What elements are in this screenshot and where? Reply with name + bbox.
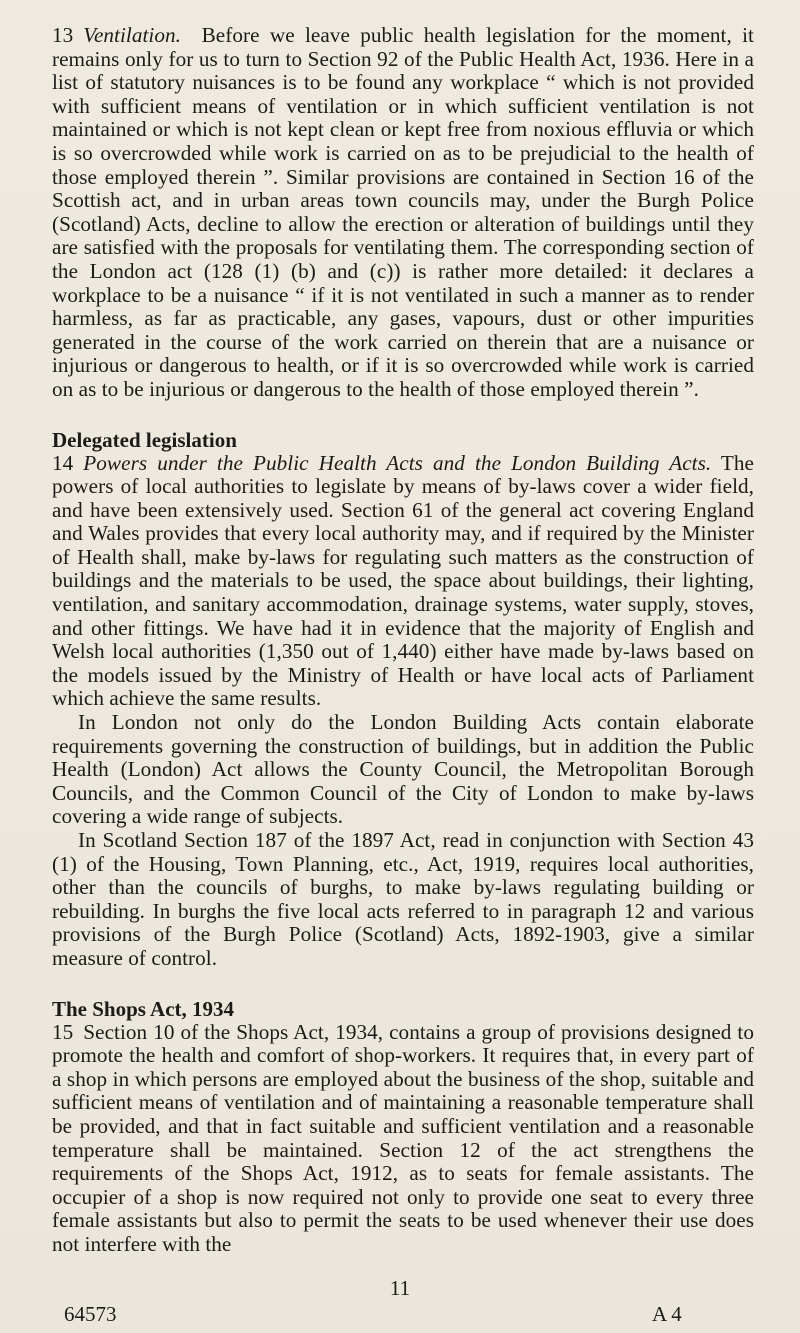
- paragraph-13: [52, 24, 754, 402]
- paragraph-text: The powers of local authorities to legislate by means of by-laws cover a wider field, and have been extensively used. Section 61 of the general act covering England and Wales provides that every local authority may, and if required by the Minister of Health shall, make by-laws for regulating such matters as the construction of buildings and the materials to be used, the space about buildings, their lighting, ventilation, and sanitary accommodation, drainage systems, water supply, stoves, and other fittings. We have had it in evidence that the majority of English and Welsh local authorities (1,350 out of 1,440) either have made by-laws based on the models issued by the Ministry of Health or have local acts of Parliament which achieve the same results.: [52, 450, 755, 711]
- paragraph-number: 14: [52, 450, 74, 475]
- paragraph-15: [52, 1021, 754, 1257]
- paragraph-14-london: In London not only do the London Building Acts contain elaborate requirements governing the construction of buildings, but in addition the Public Health (London) Act allows the County Council, the Metropolitan Borough Councils, and the Common Council of the City of London to make by-laws covering a wide range of subjects.: [52, 710, 754, 829]
- sheet-mark: A 4: [652, 1302, 682, 1326]
- paragraph-title: Powers under the Public Health Acts and the London Building Acts.: [83, 450, 712, 475]
- print-code: 64573: [64, 1302, 117, 1326]
- paragraph-14-scotland: In Scotland Section 187 of the 1897 Act, read in conjunction with Section 43 (1) of the Housing, Town Planning, etc., Act, 1919, requires local authorities, other than the councils of burghs, to make by-laws regulating building or rebuilding. In burghs the five local acts referred to in paragraph 12 and various provisions of the Burgh Police (Scotland) Acts, 1892-1903, give a similar measure of control.: [52, 828, 754, 970]
- paragraph-number: 13: [52, 23, 74, 47]
- paragraph-number: 15: [52, 1019, 74, 1044]
- section-heading-shops-act: The Shops Act, 1934: [52, 996, 235, 1021]
- paragraph-title: Ventilation.: [83, 23, 181, 47]
- paragraph-text: Before we leave public health legislation for the moment, it remains only for us to turn to Section 92 of the Public Health Act, 1936. Here in a list of statutory nuisances is to be found any workplace “ which is not provided with sufficient means of ventilation or in which sufficient ventilation is not maintained or which is not kept clean or kept free from noxious effluvia or which is so overcrowded while work is carried on as to be prejudicial to the health of those employed therein ”. Similar provisions are contained in Section 16 of the Scottish act, and in urban areas town councils may, under the Burgh Police (Scotland) Acts, decline to allow the erection or alteration of buildings until they are satisfied with the proposals for ventilating them. The corresponding section of the London act (128 (1) (b) and (c)) is rather more detailed: it declares a workplace to be a nuisance “ if it is not ventilated in such a manner as to render harmless, as far as practicable, any gases, vapours, dust or other impurities generated in the course of the work carried on therein that are a nuisance or injurious or dangerous to health, or if it is so overcrowded while work is carried on as to be injurious or dangerous to the health of those employed therein ”.: [52, 23, 754, 401]
- page-number: 11: [389, 1276, 411, 1300]
- paragraph-text: Section 10 of the Shops Act, 1934, contains a group of provisions designed to promote the health and comfort of shop-workers. It requires that, in every part of a shop in which persons are employed about the business of the shop, suitable and sufficient means of ventilation and of maintaining a reasonable temperature shall be provided, and that in fact suitable and sufficient ventilation and a reasonable temperature shall be maintained. Section 12 of the act strengthens the requirements of the Shops Act, 1912, as to seats for female assistants. The occupier of a shop is now required not only to provide one seat to every three female assistants but also to permit the seats to be used whenever their use does not interfere with the: [52, 1019, 754, 1256]
- paragraph-14: [52, 452, 754, 712]
- section-heading-delegated-legislation: Delegated legislation: [52, 427, 237, 452]
